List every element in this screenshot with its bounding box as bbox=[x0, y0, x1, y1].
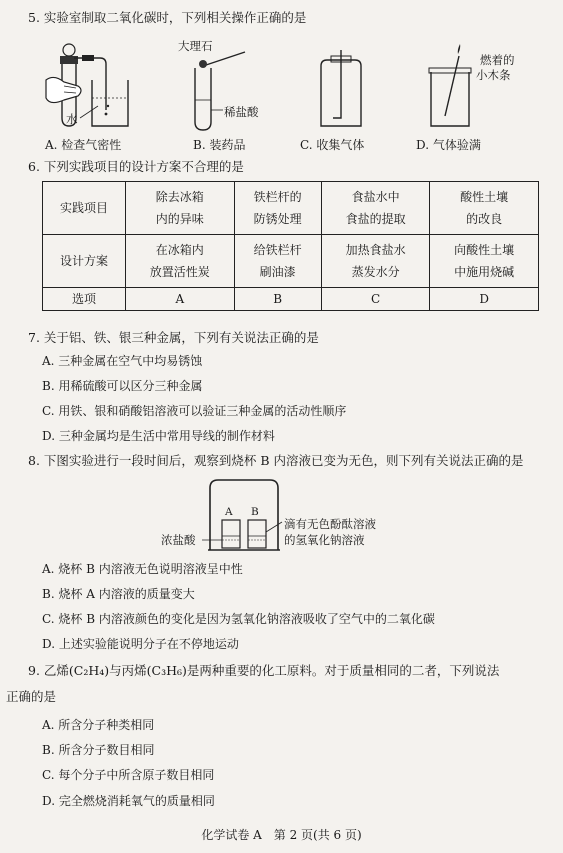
q5-burning-stick-label-2: 小木条 bbox=[476, 68, 511, 82]
q6-table bbox=[42, 181, 539, 311]
table-cell: 铁栏杆的 防锈处理 bbox=[234, 182, 321, 235]
table-cell: 在冰箱内 放置活性炭 bbox=[126, 235, 235, 288]
table-row bbox=[43, 288, 539, 311]
q8-option-c: C. 烧杯 B 内溶液颜色的变化是因为氢氧化钠溶液吸收了空气中的二氧化碳 bbox=[42, 612, 435, 626]
table-cell: 食盐水中 食盐的提取 bbox=[321, 182, 430, 235]
q9-option-a: A. 所含分子种类相同 bbox=[42, 718, 155, 732]
q8-stem: 8. 下图实验进行一段时间后，观察到烧杯 B 内溶液已变为无色，则下列有关说法正确的是 bbox=[28, 453, 524, 468]
table-cell: 加热食盐水 蒸发水分 bbox=[321, 235, 430, 288]
row-header: 选项 bbox=[43, 288, 126, 311]
q5-stem: 5. 实验室制取二氧化碳时，下列相关操作正确的是 bbox=[28, 10, 307, 25]
q9-option-d: D. 完全燃烧消耗氧气的质量相同 bbox=[42, 794, 215, 808]
q5-figure-a bbox=[40, 40, 140, 132]
q9-option-c: C. 每个分子中所含原子数目相同 bbox=[42, 768, 215, 782]
table-row bbox=[43, 235, 539, 288]
q6-stem: 6. 下列实践项目的设计方案不合理的是 bbox=[28, 159, 244, 174]
q5-figure-b bbox=[175, 50, 265, 135]
q7-option-b: B. 用稀硫酸可以区分三种金属 bbox=[42, 379, 203, 393]
q5-option-d: D. 气体验满 bbox=[416, 138, 481, 152]
q5-option-a: A. 检查气密性 bbox=[45, 138, 122, 152]
table-row bbox=[43, 182, 539, 235]
q5-figure-d bbox=[425, 56, 475, 132]
q8-beaker-b-label: B bbox=[251, 506, 259, 518]
row-header: 实践项目 bbox=[43, 182, 126, 235]
q8-figure bbox=[208, 478, 280, 552]
q8-beaker-a-label: A bbox=[225, 506, 233, 518]
table-cell: 给铁栏杆 刷油漆 bbox=[234, 235, 321, 288]
q7-option-a: A. 三种金属在空气中均易锈蚀 bbox=[42, 354, 203, 368]
q7-stem: 7. 关于铝、铁、银三种金属，下列有关说法正确的是 bbox=[28, 330, 319, 345]
q9-stem-line2: 正确的是 bbox=[6, 689, 57, 704]
table-cell: D bbox=[430, 288, 539, 311]
q8-option-d: D. 上述实验能说明分子在不停地运动 bbox=[42, 637, 239, 651]
table-cell: 除去冰箱 内的异味 bbox=[126, 182, 235, 235]
q8-option-b: B. 烧杯 A 内溶液的质量变大 bbox=[42, 587, 195, 601]
q9-stem-line1: 9. 乙烯(C₂H₄)与丙烯(C₃H₆)是两种重要的化工原料。对于质量相同的二者，下列说法 bbox=[28, 663, 500, 678]
q5-marble-label: 大理石 bbox=[178, 39, 213, 53]
q5-dilute-hcl-label: 稀盐酸 bbox=[224, 105, 259, 119]
table-cell: 酸性土壤 的改良 bbox=[430, 182, 539, 235]
q8-naoh-label-2: 的氢氧化钠溶液 bbox=[284, 533, 365, 547]
q8-option-a: A. 烧杯 B 内溶液无色说明溶液呈中性 bbox=[42, 562, 243, 576]
q8-conc-hcl-label: 浓盐酸 bbox=[161, 533, 196, 547]
q7-option-d: D. 三种金属均是生活中常用导线的制作材料 bbox=[42, 429, 275, 443]
q8-naoh-label-1: 滴有无色酚酞溶液 bbox=[284, 517, 376, 531]
q5-option-b: B. 装药品 bbox=[193, 138, 246, 152]
q5-figure-c bbox=[315, 56, 365, 132]
table-cell: B bbox=[234, 288, 321, 311]
row-header: 设计方案 bbox=[43, 235, 126, 288]
q5-option-c: C. 收集气体 bbox=[300, 138, 365, 152]
table-cell: A bbox=[126, 288, 235, 311]
page-footer: 化学试卷 A 第 2 页(共 6 页) bbox=[201, 828, 362, 842]
q5-water-label: 水 bbox=[66, 112, 78, 126]
q7-option-c: C. 用铁、银和硝酸铝溶液可以验证三种金属的活动性顺序 bbox=[42, 404, 347, 418]
q5-burning-stick-label-1: 燃着的 bbox=[480, 53, 515, 67]
table-cell: 向酸性土壤 中施用烧碱 bbox=[430, 235, 539, 288]
table-cell: C bbox=[321, 288, 430, 311]
q9-option-b: B. 所含分子数目相同 bbox=[42, 743, 155, 757]
